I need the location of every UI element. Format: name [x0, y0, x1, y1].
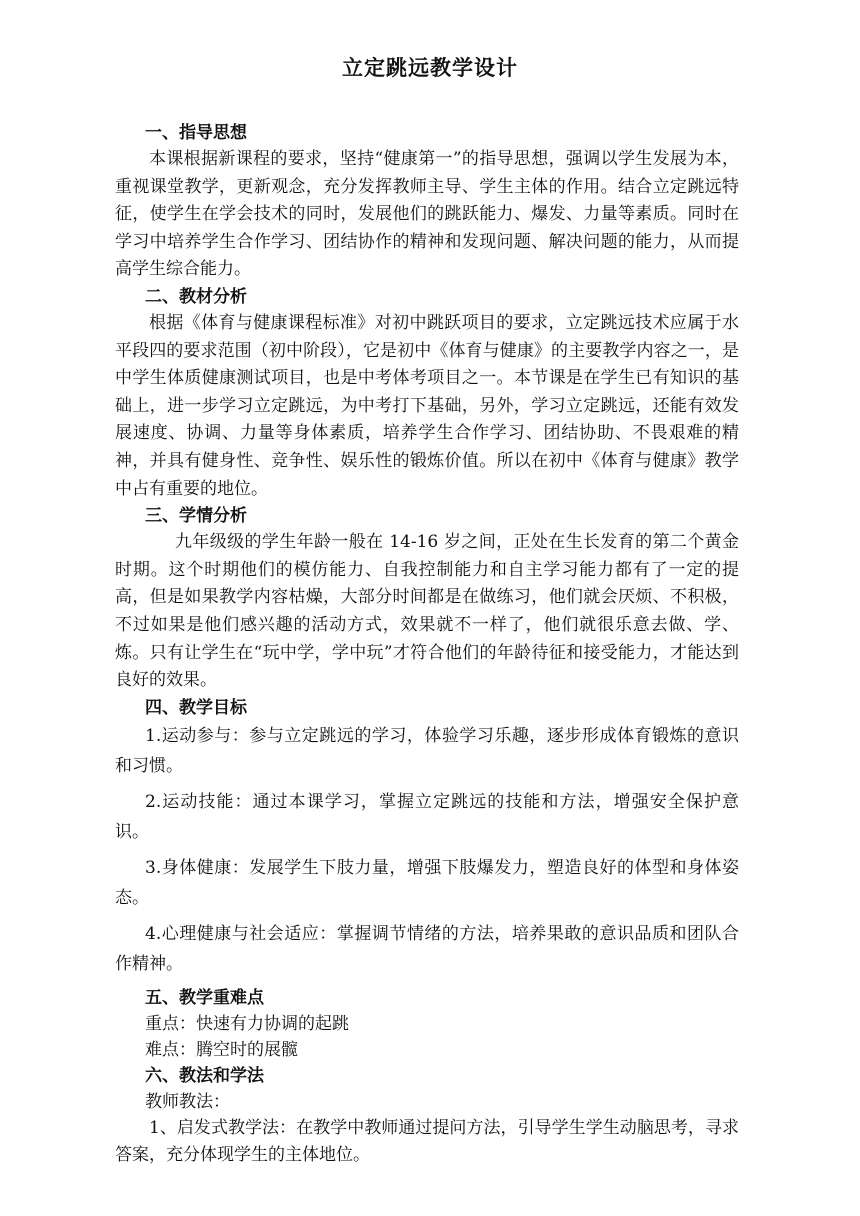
teacher-methods-label: 教师教法： [145, 1091, 230, 1112]
difficult-point-line: 难点：腾空时的展髋 [145, 1039, 298, 1060]
document-title: 立定跳远教学设计 [342, 56, 518, 80]
paragraph-method-1: 1、启发式教学法：在教学中教师通过提问方法，引导学生学生动脑思考，寻求答案，充分体现学生的主体地位。 [115, 1117, 739, 1166]
goal-item: 3.身体健康：发展学生下肢力量，增强下肢爆发力，塑造良好的体型和身体姿态。 [115, 857, 739, 908]
paragraph-student-analysis: 九年级级的学生年龄一般在 14-16 岁之间，正处在生长发育的第二个黄金时期。这个时期他们的模仿能力、自我控制能力和自主学习能力都有了一定的提高，但是如果教学内容枯燥，大部分时间都是在做练习，他们就会厌烦、不积极，不过如果是他们感兴趣的活动方式，效果就不一样了，他们就很乐意去做、学、炼。只有让学生在“玩中学，学中玩”才符合他们的年龄待征和接受能力，才能达到良好的效果。 [115, 532, 739, 691]
goal-item: 4.心理健康与社会适应：掌握调节情绪的方法，培养果敢的意识品质和团队合作精神。 [115, 923, 739, 974]
paragraph-guiding-thought: 本课根据新课程的要求，坚持“健康第一”的指导思想，强调以学生发展为本，重视课堂教学，更新观念，充分发挥教师主导、学生主体的作用。结合立定跳远特征，使学生在学会技术的同时，发展他们的跳跃能力、爆发、力量等素质。同时在学习中培养学生合作学习、团结协作的精神和发现问题、解决问题的能力，从而提高学生综合能力。 [115, 149, 739, 280]
key-point-line: 重点：快速有力协调的起跳 [145, 1013, 349, 1034]
section-heading-guiding-thought: 一、指导思想 [145, 123, 247, 143]
document-body [115, 120, 739, 1170]
section-heading-methods: 六、教法和学法 [145, 1065, 264, 1086]
goal-item: 2.运动技能：通过本课学习，掌握立定跳远的技能和方法，增强安全保护意识。 [115, 791, 739, 842]
section-heading-material-analysis: 二、教材分析 [145, 286, 247, 307]
goal-item: 1.运动参与：参与立定跳远的学习，体验学习乐趣，逐步形成体育锻炼的意识和习惯。 [115, 725, 739, 776]
paragraph-material-analysis: 根据《体育与健康课程标准》对初中跳跃项目的要求，立定跳远技术应属于水平段四的要求范围（初中阶段），它是初中《体育与健康》的主要教学内容之一，是中学生体质健康测试项目，也是中考体考项目之一。本节课是在学生已有知识的基础上，进一步学习立定跳远，为中考打下基础，另外，学习立定跳远，还能有效发展速度、协调、力量等身体素质，培养学生合作学习、团结协助、不畏艰难的精神，并具有健身性、竞争性、娱乐性的锻炼价值。所以在初中《体育与健康》教学中占有重要的地位。 [115, 312, 739, 499]
section-heading-teaching-goals: 四、教学目标 [145, 697, 247, 718]
section-heading-key-points: 五、教学重难点 [145, 987, 264, 1008]
section-heading-student-analysis: 三、学情分析 [145, 506, 247, 527]
